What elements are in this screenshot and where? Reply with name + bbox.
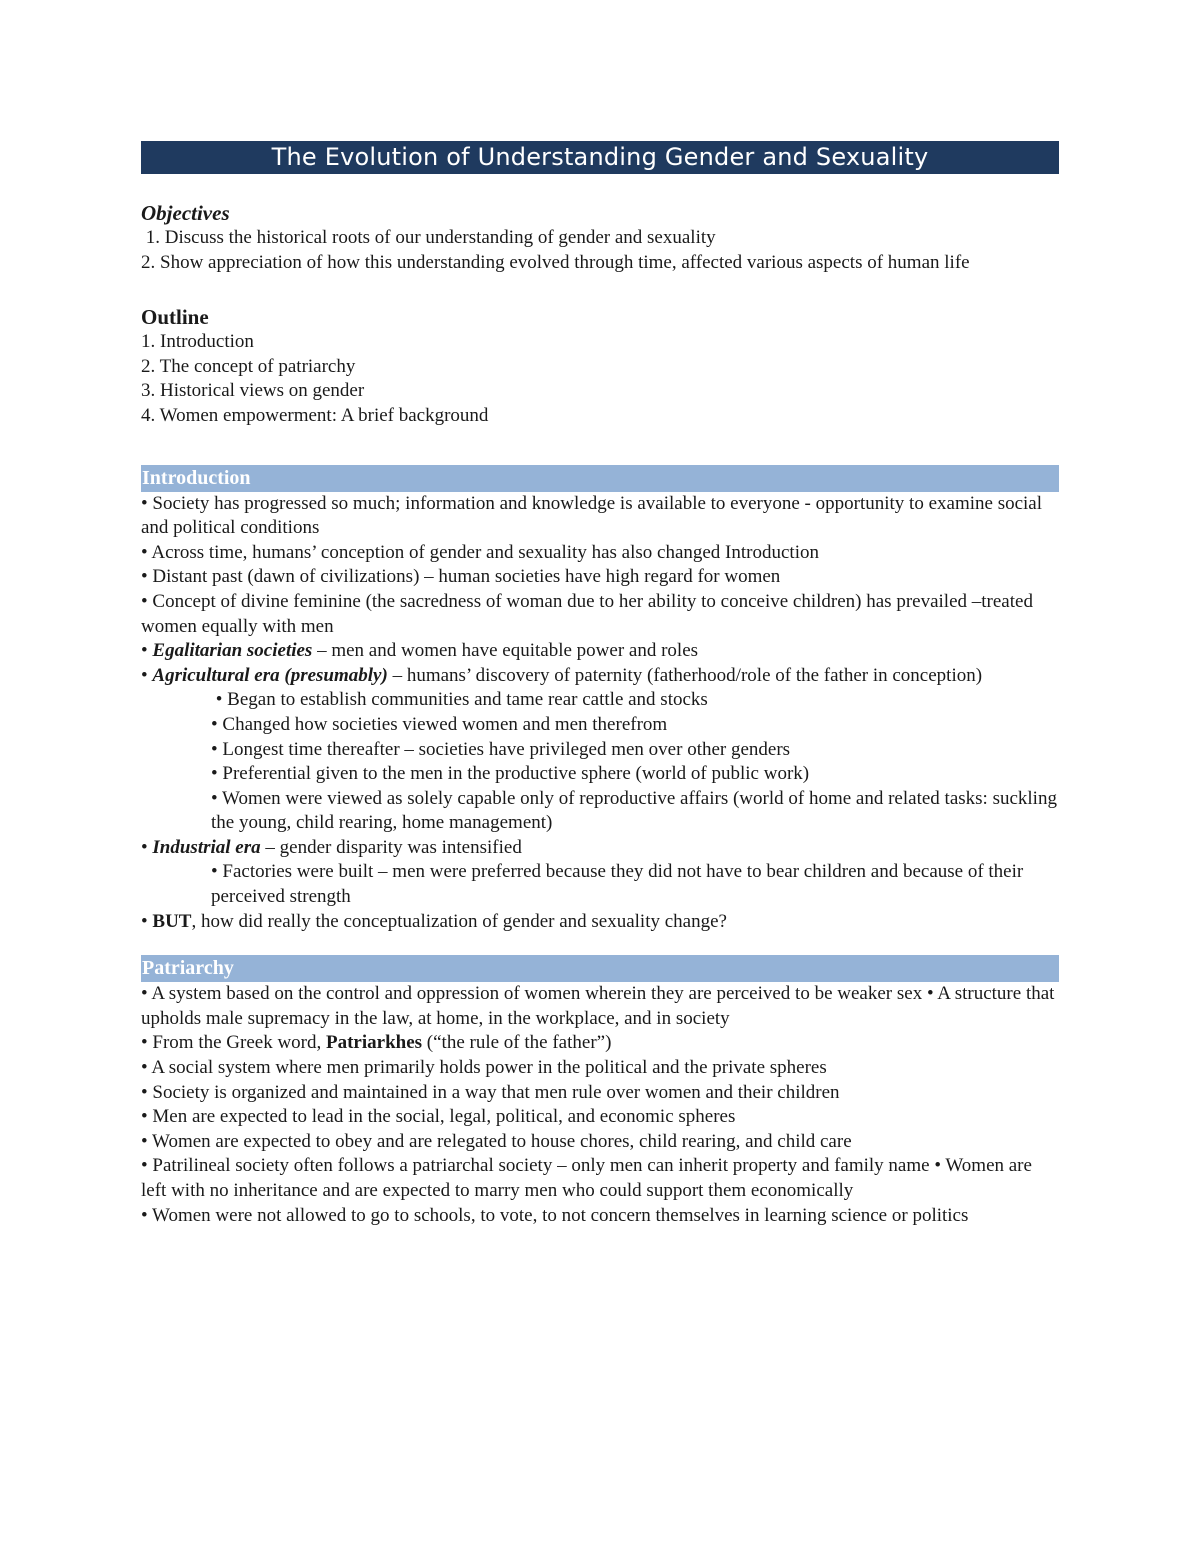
industrial-sub-bullet-1: • Factories were built – men were preferred because they did not have to bear children and because of their perceived strength [211, 861, 1024, 908]
agri-sub-bullet-1: • Began to establish communities and tame rear cattle and stocks [211, 689, 708, 711]
patriarchy-bullet-7: • Patrilineal society often follows a patriarchal society – only men can inherit property and family name • Women are left with no inheritance and are expected to marry men who could support them economically [141, 1155, 1032, 1201]
patriarchy-bullet-8: • Women were not allowed to go to schools, to vote, to not concern themselves in learning science or politics [141, 1204, 969, 1226]
agri-sub-bullet-5: • Women were viewed as solely capable only of reproductive affairs (world of home and related tasks: suckling the young, child rearing, home management) [211, 787, 1057, 834]
patriarchy-bullet-6: • Women are expected to obey and are relegated to house chores, child rearing, and child care [141, 1130, 852, 1152]
outline-item-3: 3. Historical views on gender [141, 380, 365, 402]
objective-item-2: 2. Show appreciation of how this understanding evolved through time, affected various aspects of human life [141, 251, 970, 273]
term-patriarkhes: Patriarkhes [326, 1032, 423, 1054]
patriarchy-bullet-5: • Men are expected to lead in the social, legal, political, and economic spheres [141, 1106, 736, 1128]
patriarchy-heading: Patriarchy [141, 955, 1059, 982]
agri-sub-bullet-3: • Longest time thereafter – societies have privileged men over other genders [211, 738, 791, 760]
document-page [141, 141, 1059, 1228]
bullet-text: • From the Greek word, [141, 1032, 326, 1054]
bullet-marker: • [141, 910, 153, 932]
bullet-marker: • [141, 836, 153, 858]
intro-bullet-8 [141, 910, 1059, 935]
intro-bullet-5 [141, 639, 1059, 664]
bullet-text: (“the rule of the father”) [422, 1032, 612, 1054]
patriarchy-bullet-3: • A social system where men primarily holds power in the political and the private spheres [141, 1057, 827, 1079]
outline-heading: Outline [141, 305, 209, 330]
term-industrial-era: Industrial era [152, 836, 261, 858]
agri-sub-bullet-4: • Preferential given to the men in the productive sphere (world of public work) [211, 763, 810, 785]
bullet-text: – gender disparity was intensified [260, 836, 522, 858]
intro-bullet-2: • Across time, humans’ conception of gender and sexuality has also changed Introduction [141, 541, 819, 563]
term-agricultural-era: Agricultural era (presumably) [152, 664, 388, 686]
patriarchy-bullet-4: • Society is organized and maintained in a way that men rule over women and their children [141, 1081, 840, 1103]
intro-bullet-1: • Society has progressed so much; information and knowledge is available to everyone - opportunity to examine social and political conditions [141, 492, 1043, 539]
patriarchy-bullet-2 [141, 1031, 1059, 1056]
bullet-text: – humans’ discovery of paternity (fatherhood/role of the father in conception) [387, 664, 983, 686]
bullet-marker: • [141, 664, 153, 686]
bullet-marker: • [141, 640, 153, 662]
document-title: The Evolution of Understanding Gender and Sexuality [141, 141, 1059, 174]
intro-bullet-7 [141, 836, 1059, 861]
bullet-text: , how did really the conceptualization of gender and sexuality change? [191, 910, 727, 932]
objectives-heading: Objectives [141, 201, 230, 225]
patriarchy-bullet-1: • A system based on the control and oppression of women wherein they are perceived to be weaker sex • A structure that upholds male supremacy in the law, at home, in the workplace, and in society [141, 983, 1055, 1029]
intro-bullet-4: • Concept of divine feminine (the sacredness of woman due to her ability to conceive children) has prevailed –treated women equally with men [141, 590, 1033, 637]
intro-bullet-3: • Distant past (dawn of civilizations) – human societies have high regard for women [141, 566, 781, 588]
outline-item-1: 1. Introduction [141, 331, 254, 353]
term-but: BUT [152, 910, 192, 932]
intro-bullet-6 [141, 664, 1059, 689]
term-egalitarian-societies: Egalitarian societies [152, 640, 313, 662]
outline-item-2: 2. The concept of patriarchy [141, 355, 356, 377]
objective-item-1: 1. Discuss the historical roots of our understanding of gender and sexuality [141, 227, 716, 248]
bullet-text: – men and women have equitable power and roles [312, 640, 699, 662]
outline-item-4: 4. Women empowerment: A brief background [141, 404, 489, 426]
introduction-heading: Introduction [141, 465, 1059, 492]
agri-sub-bullet-2: • Changed how societies viewed women and men therefrom [211, 713, 668, 735]
